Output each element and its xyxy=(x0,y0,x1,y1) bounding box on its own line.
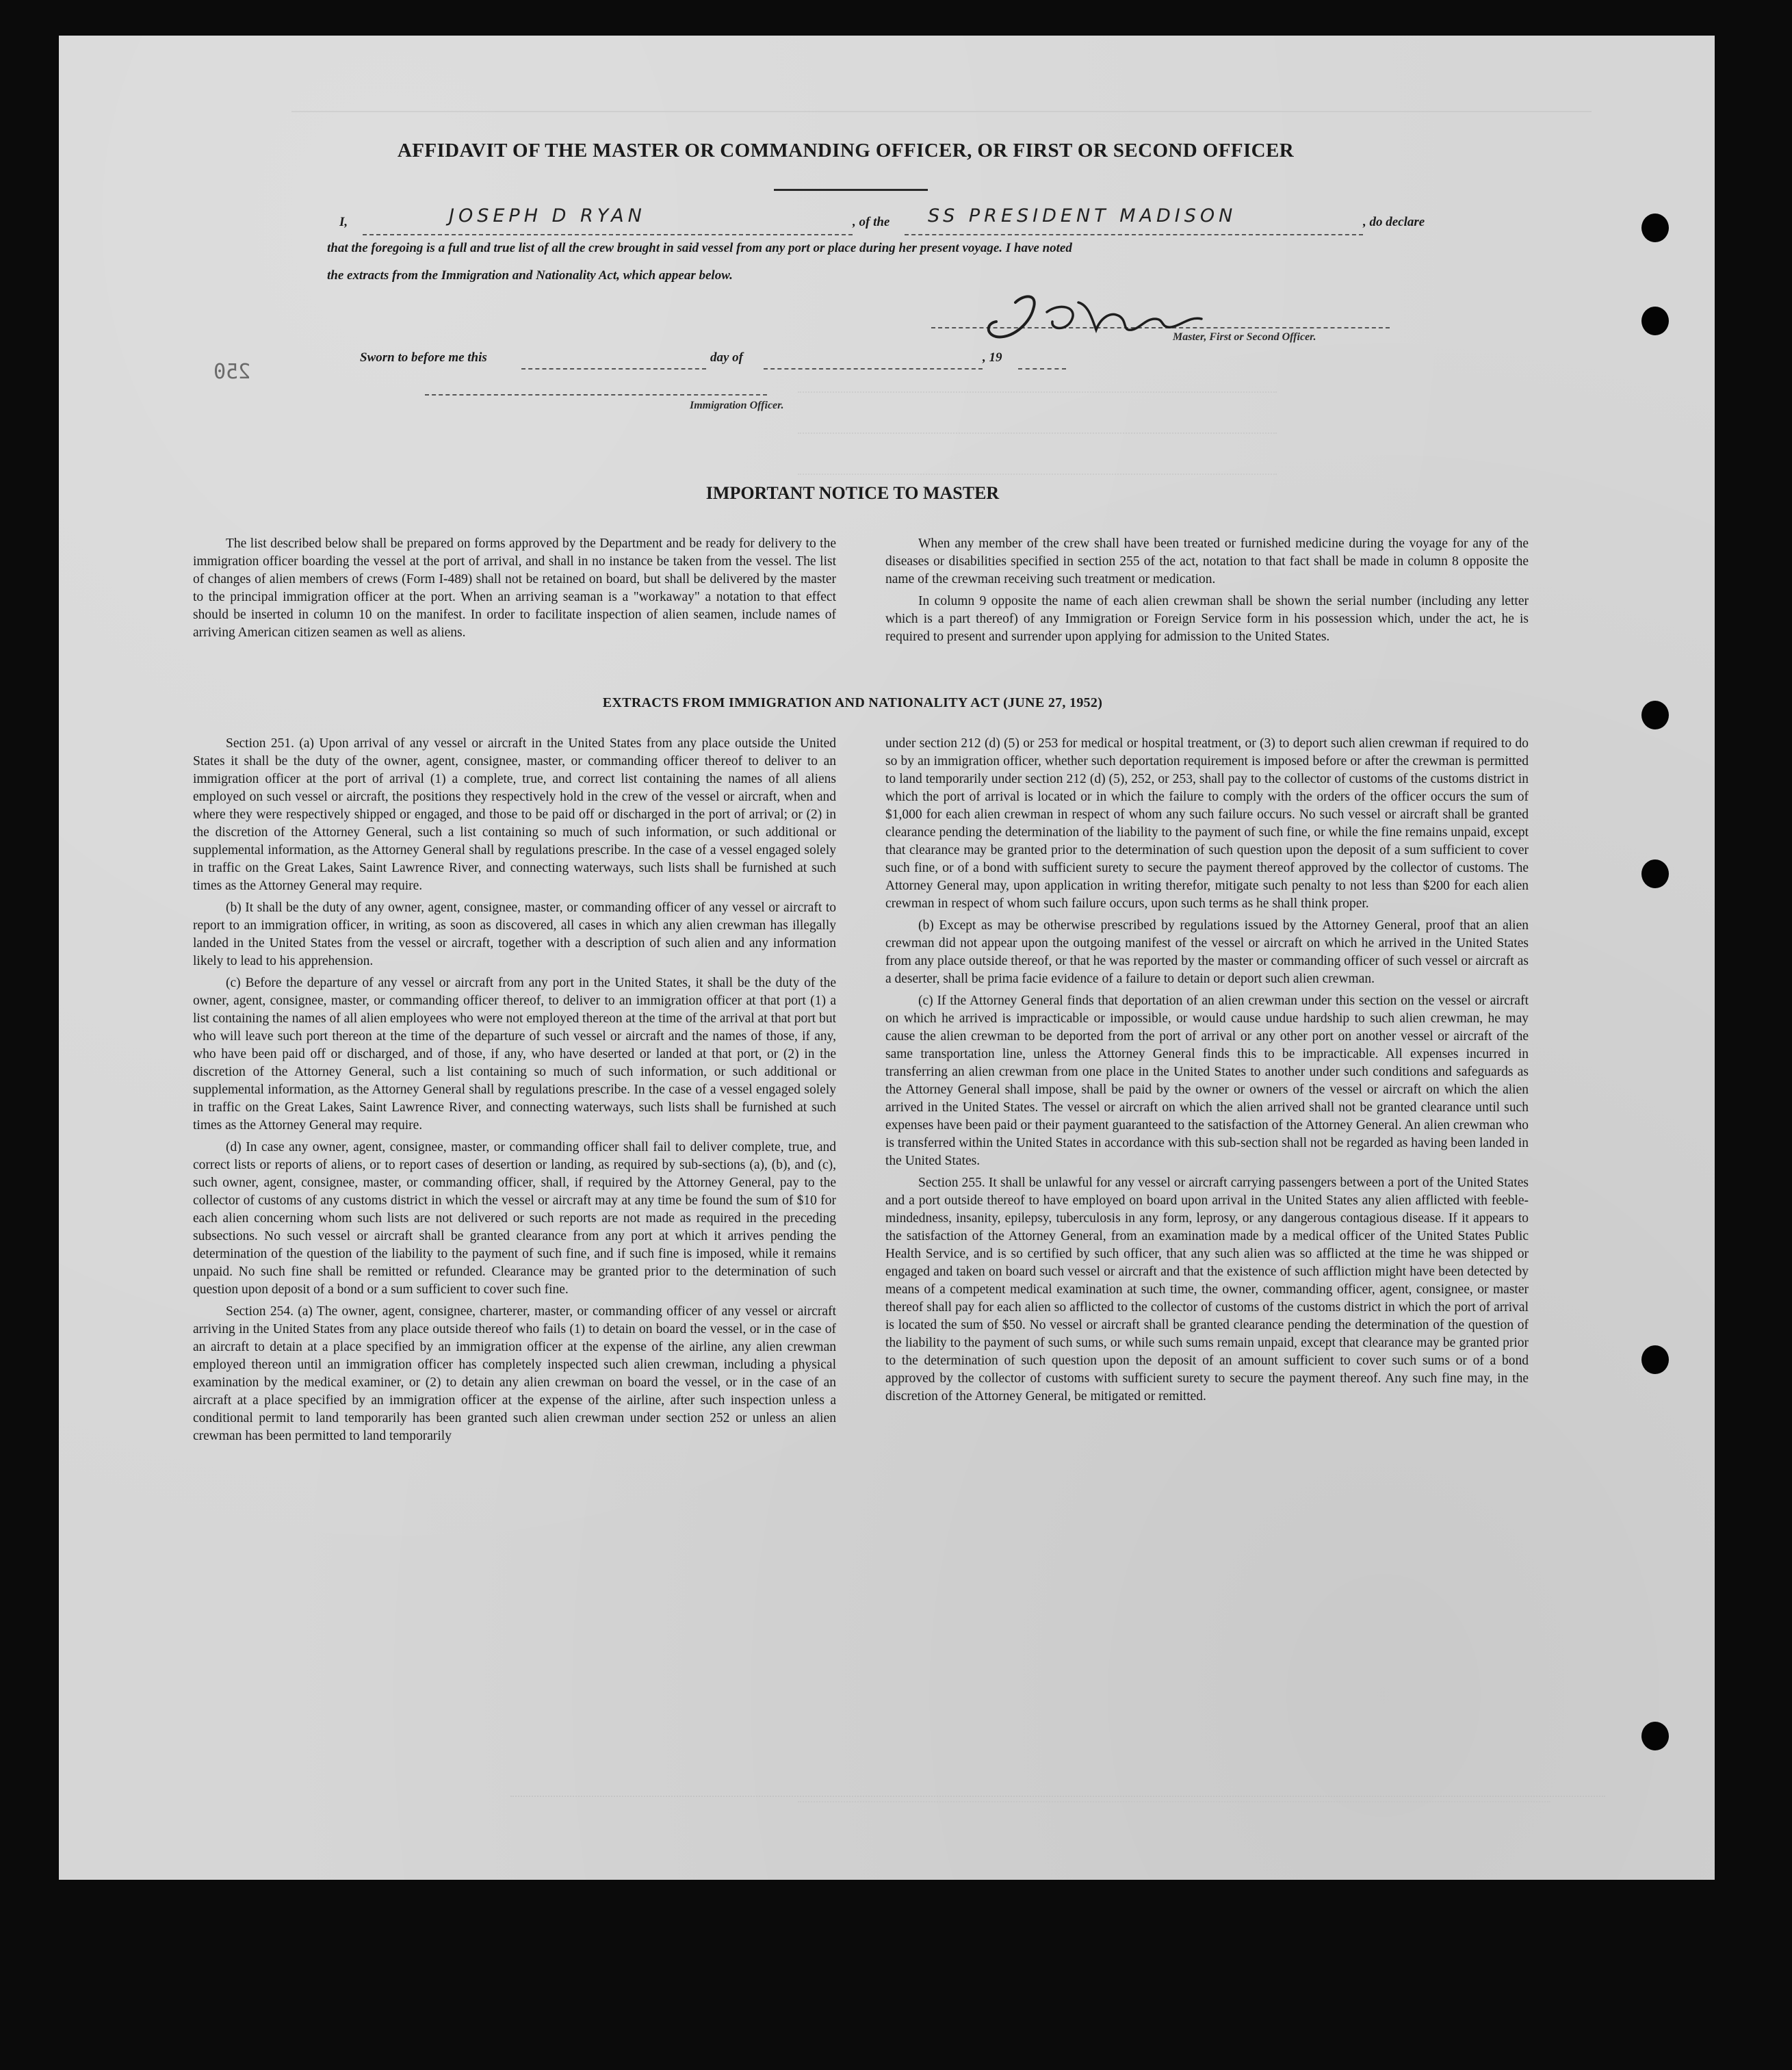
act-section: (b) It shall be the duty of any owner, agent, consignee, master, or commanding officer of any vessel or aircraft to report to an immigration officer, in writing, as soon as discovered, all cases in which any alien crewman has illegally landed in the United States from the vessel or aircraft, together with a description of such alien and any information likely to lead to his apprehension. xyxy=(193,901,836,968)
bleed-through-footer xyxy=(510,1796,1605,1812)
punch-hole xyxy=(1641,1722,1669,1750)
sworn-prefix: Sworn to before me this xyxy=(360,350,487,365)
notice-heading: IMPORTANT NOTICE TO MASTER xyxy=(705,483,1000,503)
act-section: Section 254. (a) The owner, agent, consignee, charterer, master, or commanding officer of any vessel or aircraft arriving in the United States from any place outside thereof who fails (1) to detain on board the vessel, or in the case of an aircraft to detain at a place specified by an immigration officer at the expense of the airline, any alien crewman employed thereon until an immigration officer has completely inspected such alien crewman, including a physical examination by the medical examiner, or (2) to detain any alien crewman on board the vessel, or in the case of an aircraft at a place specified by an immigration officer at the expense of the airline, after such inspection unless a conditional permit to land temporarily has been granted such alien crewman under section 252 or unless an alien crewman has been permitted to land temporarily xyxy=(193,1304,836,1443)
title-divider xyxy=(774,189,928,191)
notice-paragraph: When any member of the crew shall have been treated or furnished medicine during the voyage for any of the diseases or disabilities specified in section 255 of the act, notation to that fact shall be made in column 8 opposite the name of the crewman receiving such treatment or medication. xyxy=(885,536,1529,586)
act-section: (d) In case any owner, agent, consignee, master, or commanding officer shall fail to deliver complete, true, and correct lists or reports of aliens, or to report cases of desertion or landing, as required by sub-sections (a), (b), and (c), such owner, agent, consignee, master, or commanding officer, shall, if required by the Attorney General, pay to the collector of customs of any customs district in which the vessel or aircraft may at any time be found the sum of $10 for each alien concerning whom such lists are not delivered or such reports are not made as required in the preceding subsections. No such vessel or aircraft shall be granted clearance from any port at which it arrives pending the determination of the question of the liability to the payment of such fine, and if such fine is imposed, while it remains unpaid. No such fine shall be remitted or refunded. Clearance may be granted prior to the determination of such question upon deposit of a bond or a sum sufficient to cover such fine. xyxy=(193,1140,836,1297)
notice-left-column xyxy=(193,535,836,642)
notice-right-column xyxy=(885,535,1529,646)
punch-hole xyxy=(1641,214,1669,242)
act-section: (c) If the Attorney General finds that deportation of an alien crewman under this section on the vessel or aircraft on which he arrived is impracticable or impossible, or would cause undue hardship to such alien crewman, he may cause the alien crewman to be deported from the port of arrival or any other port on another vessel or aircraft of the same transportation line, unless the Attorney General finds this to be impracticable. All expenses incurred in transferring an alien crewman from one place in the United States to another under such conditions and safeguards as the Attorney General shall impose, shall be paid by the owner or owners of the vessel or aircraft on which the alien arrived in the United States. The vessel or aircraft on which the alien arrived shall not be granted clearance until such expenses have been paid or their payment guaranteed to the satisfaction of the Attorney General. An alien crewman who is transferred within the United States in accordance with this sub-section shall not be regarded as having been landed in the United States. xyxy=(885,994,1529,1168)
day-of-label: day of xyxy=(710,350,744,365)
notice-paragraph: The list described below shall be prepared on forms approved by the Department and be ready for delivery to the immigration officer boarding the vessel at the port of arrival, and shall in no instance be taken from the vessel. The list of changes of alien members of crews (Form I-489) shall not be retained on board, but shall be delivered by the master to the principal immigration officer at the port. When an arriving seaman is a "workaway" a notation to that effect should be inserted in column 10 on the manifest. In order to facilitate inspection of alien seamen, include names of arriving American citizen seamen as well as aliens. xyxy=(193,536,836,640)
sworn-year-line xyxy=(1018,350,1066,370)
affidavit-title: AFFIDAVIT OF THE MASTER OR COMMANDING OFFICER, OR FIRST OR SECOND OFFICER xyxy=(397,140,1295,161)
bleed-through xyxy=(291,111,1592,140)
vessel-name-handwritten: SS PRESIDENT MADISON xyxy=(928,205,1237,227)
signature-caption: Master, First or Second Officer. xyxy=(1173,331,1316,343)
act-section: Section 255. It shall be unlawful for any vessel or aircraft carrying passengers between a port of the United States and a port outside thereof to have employed on board upon arrival in the United States any alien afflicted with feeble-mindedness, insanity, epilepsy, tuberculosis in any form, leprosy, or any dangerous contagious disease. If it appears to the satisfaction of the Attorney General, from an examination made by a medical officer of the United States Public Health Service, and is so certified by such officer, that any such alien was so afflicted at the time he was shipped or engaged and taken on board such vessel or aircraft and that the existence of such affliction might have been detected by means of a competent medical examination at such time, the owner, commanding officer, agent, consignee, or master thereof shall pay for each alien so afflicted to the collector of customs of the customs district in which the port of arrival is located the sum of $50. No vessel or aircraft shall be granted clearance pending the determination of the question of the liability to the payment of such sums, or while such sums remain unpaid, except that clearance may be granted prior to the determination of such question upon the deposit of an amount sufficient to cover such sums or of a bond approved by the collector of customs with sufficient surety to secure the payment thereof. Any such fine may, in the discretion of the Attorney General, be mitigated or remitted. xyxy=(885,1176,1529,1403)
punch-hole xyxy=(1641,859,1669,888)
extracts-left-column xyxy=(193,735,836,1445)
extracts-heading: EXTRACTS FROM IMMIGRATION AND NATIONALITY ACT (JUNE 27, 1952) xyxy=(602,695,1103,710)
master-name-handwritten: JOSEPH D RYAN xyxy=(449,205,646,227)
of-the-label: , of the xyxy=(853,215,890,229)
act-section: (c) Before the departure of any vessel or aircraft from any port in the United States, it shall be the duty of the owner, agent, consignee, master, or commanding officer thereof, to deliver to an immigration officer at that port (1) a list containing the names of all alien employees who were not employed thereon at the time of the arrival at that port but who will leave such port thereon at the time of the departure of such vessel or aircraft and the names of those, if any, who have been paid off or discharged, and of those, if any, who have deserted or landed at that port, or (2) in the discretion of the Attorney General, such a list containing so much of such information, or such additional or supplemental information, as the Attorney General shall by regulations prescribe. In the case of a vessel engaged solely in traffic on the Great Lakes, Saint Lawrence River, and connecting waterways, such lists shall be furnished at such times as the Attorney General may require. xyxy=(193,976,836,1133)
declaration-line-2: that the foregoing is a full and true list of all the crew brought in said vessel from any port or place during her present voyage. I have noted xyxy=(327,241,1072,255)
act-section: under section 212 (d) (5) or 253 for medical or hospital treatment, or (3) to deport such alien crewman if required to do so by an immigration officer, whether such deportation requirement is imposed before or after the crewman is permitted to land temporarily under section 212 (d) (5), 252, or 253, shall pay to the collector of customs of the customs district in which the port of arrival is located or in which the failure to comply with the orders of the officer occurs the sum of $1,000 for each alien crewman in respect of whom any such failure occurs. No such vessel or aircraft shall be granted clearance pending the determination of the liability to the payment of such fine, or while the fine remains unpaid, except that clearance may be granted prior to the determination of such question upon the deposit of a sum sufficient to cover such fine, or of a bond with sufficient surety to secure the payment thereof approved by the collector of customs. The Attorney General may, upon application in writing therefor, mitigate such penalty to not less than $200 for each alien crewman in respect of whom such failure occurs, upon such terms as he shall think proper. xyxy=(885,736,1529,911)
punch-hole xyxy=(1641,1345,1669,1374)
notice-paragraph: In column 9 opposite the name of each alien crewman shall be shown the serial number (including any letter which is a part thereof) of any Immigration or Foreign Service form in his possession which, under the act, he is required to present and surrender upon applying for admission to the United States. xyxy=(885,594,1529,644)
extracts-right-column xyxy=(885,735,1529,1406)
punch-hole xyxy=(1641,307,1669,335)
punch-hole xyxy=(1641,701,1669,729)
sworn-month-line xyxy=(764,350,983,370)
do-declare-label: , do declare xyxy=(1363,215,1425,229)
year-prefix: , 19 xyxy=(983,350,1002,365)
immigration-officer-caption: Immigration Officer. xyxy=(690,400,784,411)
act-section: (b) Except as may be otherwise prescribed by regulations issued by the Attorney General, proof that an alien crewman did not appear upon the outgoing manifest of the vessel or aircraft on which he arrived in the United States from any place outside thereof, or that he was reported by the master or commanding officer of such vessel or aircraft as a deserter, shall be prima facie evidence of a failure to detain or deport such alien crewman. xyxy=(885,918,1529,986)
bleed-through xyxy=(798,419,1277,434)
declaration-prefix: I, xyxy=(339,215,348,229)
document-page xyxy=(59,36,1715,1880)
declaration-line-3: the extracts from the Immigration and Nationality Act, which appear below. xyxy=(327,268,733,283)
act-section: Section 251. (a) Upon arrival of any vessel or aircraft in the United States from any place outside the United States it shall be the duty of the owner, agent, consignee, master, or commanding officer thereof to deliver to an immigration officer at the port of arrival (1) a complete, true, and correct list containing the names of all aliens employed on such vessel or aircraft, the positions they respectively hold in the crew of the vessel or aircraft, when and where they were respectively shipped or engaged, and those to be paid off or discharged in the port of arrival; or (2) in the discretion of the Attorney General, such a list containing so much of such information, or such additional or supplemental information, as the Attorney General shall by regulations prescribe. In the case of a vessel engaged solely in traffic on the Great Lakes, Saint Lawrence River, and connecting waterways, such lists shall be furnished at such times as the Attorney General may require. xyxy=(193,736,836,893)
bleed-through xyxy=(798,378,1277,393)
bleed-through xyxy=(798,460,1277,475)
stamp-number: 250 xyxy=(213,360,251,384)
immigration-officer-line xyxy=(425,386,767,396)
sworn-day-line xyxy=(521,350,706,370)
